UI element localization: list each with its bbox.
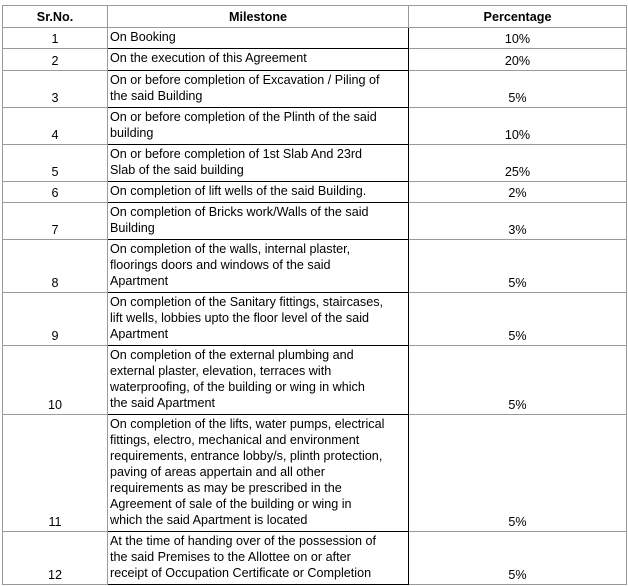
percentage-header: Percentage: [409, 6, 627, 28]
table-row: [3, 532, 627, 585]
percentage-cell: 2%: [409, 182, 627, 203]
percentage-cell: 10%: [409, 108, 627, 145]
milestone-cell: On or before completion of 1st Slab And 23rd Slab of the said building: [108, 145, 409, 182]
percentage-cell: 5%: [409, 71, 627, 108]
sr-no-cell: 12: [3, 532, 108, 585]
milestone-cell: On completion of Bricks work/Walls of the said Building: [108, 203, 409, 240]
table-row: [3, 240, 627, 293]
table-row: [3, 145, 627, 182]
sr-no-cell: 5: [3, 145, 108, 182]
milestone-cell: On or before completion of Excavation / Piling of the said Building: [108, 71, 409, 108]
sr-no-cell: 10: [3, 346, 108, 415]
percentage-cell: 3%: [409, 203, 627, 240]
sr-no-cell: 11: [3, 415, 108, 532]
table-row: [3, 108, 627, 145]
sr-no-cell: 8: [3, 240, 108, 293]
table-row: [3, 28, 627, 49]
milestone-cell: On completion of the lifts, water pumps, electrical fittings, electro, mechanical and environment requirements, entrance lobby/s, plinth protection, paving of areas appertain and all other requirements as may be prescribed in the Agreement of sale of the building or wing in which the said Apartment is located: [108, 415, 409, 532]
table-row: [3, 203, 627, 240]
percentage-cell: 10%: [409, 28, 627, 49]
sr-no-cell: 2: [3, 49, 108, 71]
sr-no-cell: 3: [3, 71, 108, 108]
table-row: [3, 415, 627, 532]
sr-no-header: Sr.No.: [3, 6, 108, 28]
table-row: [3, 346, 627, 415]
table-row: [3, 293, 627, 346]
sr-no-cell: 4: [3, 108, 108, 145]
table-row: [3, 49, 627, 71]
milestone-cell: On the execution of this Agreement: [108, 49, 409, 71]
milestone-cell: On completion of lift wells of the said Building.: [108, 182, 409, 203]
milestone-cell: On completion of the external plumbing and external plaster, elevation, terraces with waterproofing, of the building or wing in which the said Apartment: [108, 346, 409, 415]
milestone-cell: On Booking: [108, 28, 409, 49]
sr-no-cell: 6: [3, 182, 108, 203]
percentage-cell: 25%: [409, 145, 627, 182]
milestone-cell: On completion of the walls, internal plaster, floorings doors and windows of the said Apartment: [108, 240, 409, 293]
table-row: [3, 182, 627, 203]
percentage-cell: 5%: [409, 346, 627, 415]
percentage-cell: 5%: [409, 293, 627, 346]
milestone-header: Milestone: [108, 6, 409, 28]
percentage-cell: 5%: [409, 415, 627, 532]
milestone-cell: At the time of handing over of the possession of the said Premises to the Allottee on or after receipt of Occupation Certificate or Completion: [108, 532, 409, 585]
sr-no-cell: 1: [3, 28, 108, 49]
sr-no-cell: 7: [3, 203, 108, 240]
percentage-cell: 20%: [409, 49, 627, 71]
milestone-cell: On or before completion of the Plinth of the said building: [108, 108, 409, 145]
milestone-cell: On completion of the Sanitary fittings, staircases, lift wells, lobbies upto the floor level of the said Apartment: [108, 293, 409, 346]
percentage-cell: 5%: [409, 532, 627, 585]
payment-schedule-table: [2, 5, 627, 585]
sr-no-cell: 9: [3, 293, 108, 346]
table-header-row: [3, 6, 627, 28]
percentage-cell: 5%: [409, 240, 627, 293]
table-row: [3, 71, 627, 108]
